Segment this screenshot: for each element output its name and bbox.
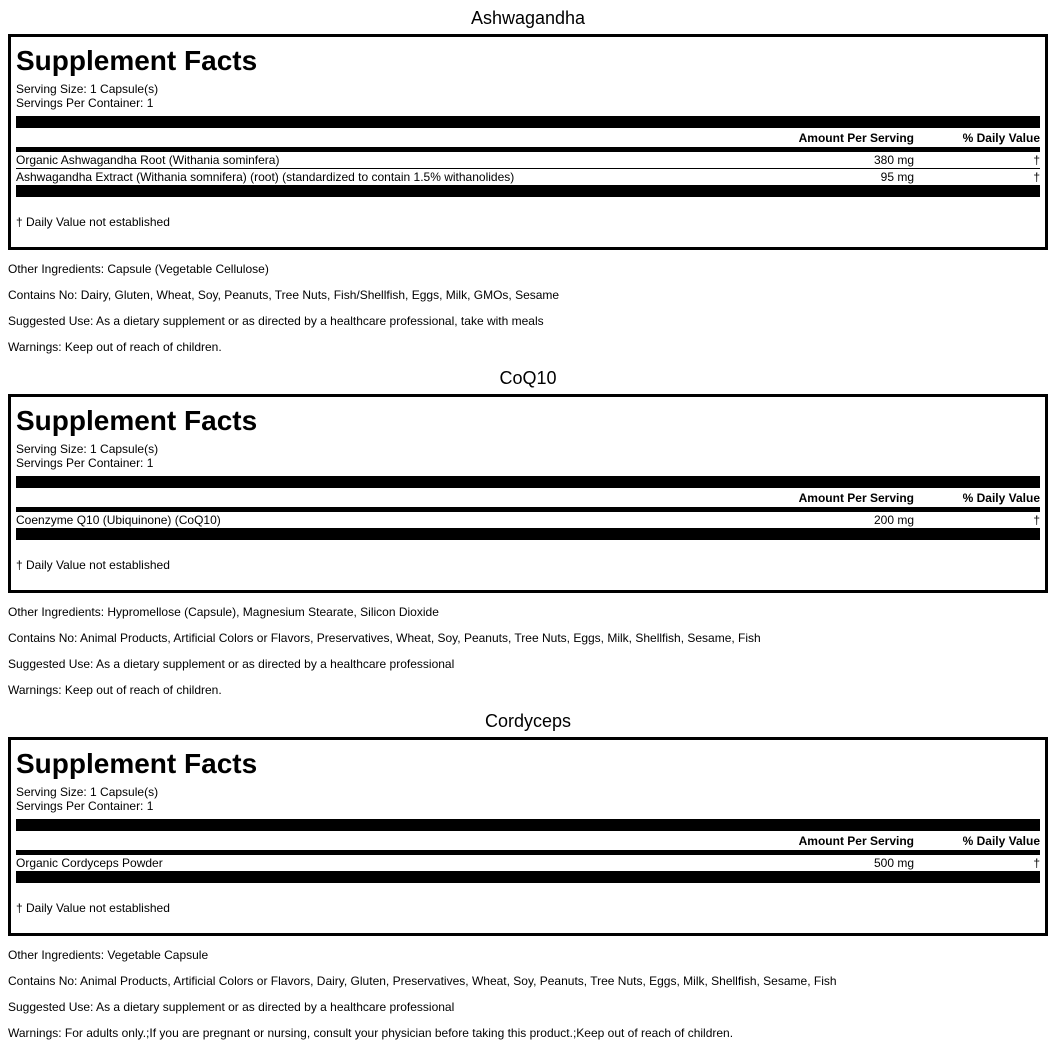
nutrient-row — [16, 152, 1040, 168]
product-section-coq10 — [8, 360, 1048, 703]
product-info — [8, 936, 1048, 1046]
divider-bar — [16, 476, 1040, 488]
supplement-facts-page — [8, 0, 1048, 1046]
nutrient-name: Coenzyme Q10 (Ubiquinone) (CoQ10) — [16, 513, 221, 527]
daily-value-header: % Daily Value — [962, 833, 1040, 848]
nutrient-daily-value: † — [1033, 153, 1040, 167]
serving-size: Serving Size: 1 Capsule(s) — [16, 442, 159, 456]
product-info — [8, 593, 1048, 703]
nutrient-name: Ashwagandha Extract (Withania somnifera) (root) (standardized to contain 1.5% withanolides) — [16, 170, 515, 184]
supplement-facts-panel — [8, 737, 1048, 936]
divider-bar — [16, 819, 1040, 831]
servings-per-container: Servings Per Container: 1 — [16, 799, 154, 813]
serving-size: Serving Size: 1 Capsule(s) — [16, 82, 159, 96]
product-section-ashwagandha — [8, 0, 1048, 360]
product-section-cordyceps — [8, 703, 1048, 1046]
contains-no: Contains No: Animal Products, Artificial Colors or Flavors, Preservatives, Wheat, Soy, Peanuts, Tree Nuts, Eggs, Milk, Shellfish, Sesame, Fish — [8, 631, 761, 645]
supplement-facts-panel — [8, 394, 1048, 593]
warnings: Warnings: Keep out of reach of children. — [8, 683, 222, 697]
servings-per-container: Servings Per Container: 1 — [16, 96, 154, 110]
daily-value-header: % Daily Value — [962, 490, 1040, 505]
daily-value-footnote: † Daily Value not established — [16, 215, 170, 229]
nutrient-name: Organic Cordyceps Powder — [16, 856, 163, 870]
serving-size: Serving Size: 1 Capsule(s) — [16, 785, 159, 799]
nutrient-name: Organic Ashwagandha Root (Withania sominfera) — [16, 153, 280, 167]
daily-value-footnote: † Daily Value not established — [16, 901, 170, 915]
product-info — [8, 250, 1048, 360]
product-name: Cordyceps — [484, 711, 572, 731]
nutrient-amount: 380 mg — [873, 153, 914, 167]
nutrient-row — [16, 855, 1040, 871]
other-ingredients: Other Ingredients: Hypromellose (Capsule), Magnesium Stearate, Silicon Dioxide — [8, 605, 439, 619]
divider-bar — [16, 116, 1040, 128]
nutrient-amount: 500 mg — [873, 856, 914, 870]
other-ingredients: Other Ingredients: Vegetable Capsule — [8, 948, 209, 962]
facts-header-row — [16, 128, 1040, 147]
suggested-use: Suggested Use: As a dietary supplement or as directed by a healthcare professional, take with meals — [8, 314, 544, 328]
suggested-use: Suggested Use: As a dietary supplement or as directed by a healthcare professional — [8, 657, 455, 671]
amount-per-serving-header: Amount Per Serving — [798, 130, 914, 145]
facts-title: Supplement Facts — [16, 45, 258, 76]
nutrient-amount: 200 mg — [873, 513, 914, 527]
warnings: Warnings: For adults only.;If you are pregnant or nursing, consult your physician before taking this product.;Keep out of reach of children. — [8, 1026, 734, 1040]
facts-header-row — [16, 488, 1040, 507]
nutrient-daily-value: † — [1033, 170, 1040, 184]
supplement-facts-panel — [8, 34, 1048, 250]
suggested-use: Suggested Use: As a dietary supplement or as directed by a healthcare professional — [8, 1000, 455, 1014]
product-name: CoQ10 — [499, 368, 557, 388]
nutrient-row — [16, 168, 1040, 185]
contains-no: Contains No: Dairy, Gluten, Wheat, Soy, Peanuts, Tree Nuts, Fish/Shellfish, Eggs, Milk, GMOs, Sesame — [8, 288, 560, 302]
amount-per-serving-header: Amount Per Serving — [798, 833, 914, 848]
nutrient-row — [16, 512, 1040, 528]
divider-bar — [16, 871, 1040, 883]
facts-header-row — [16, 831, 1040, 850]
divider-bar — [16, 528, 1040, 540]
nutrient-daily-value: † — [1033, 856, 1040, 870]
servings-per-container: Servings Per Container: 1 — [16, 456, 154, 470]
product-name: Ashwagandha — [470, 8, 586, 28]
facts-title: Supplement Facts — [16, 405, 258, 436]
nutrient-amount: 95 mg — [880, 170, 914, 184]
daily-value-footnote: † Daily Value not established — [16, 558, 170, 572]
contains-no: Contains No: Animal Products, Artificial Colors or Flavors, Dairy, Gluten, Preservatives, Wheat, Soy, Peanuts, Tree Nuts, Eggs, Milk, Shellfish, Sesame, Fish — [8, 974, 837, 988]
facts-title: Supplement Facts — [16, 748, 258, 779]
daily-value-header: % Daily Value — [962, 130, 1040, 145]
warnings: Warnings: Keep out of reach of children. — [8, 340, 222, 354]
nutrient-daily-value: † — [1033, 513, 1040, 527]
divider-bar — [16, 185, 1040, 197]
other-ingredients: Other Ingredients: Capsule (Vegetable Cellulose) — [8, 262, 269, 276]
amount-per-serving-header: Amount Per Serving — [798, 490, 914, 505]
